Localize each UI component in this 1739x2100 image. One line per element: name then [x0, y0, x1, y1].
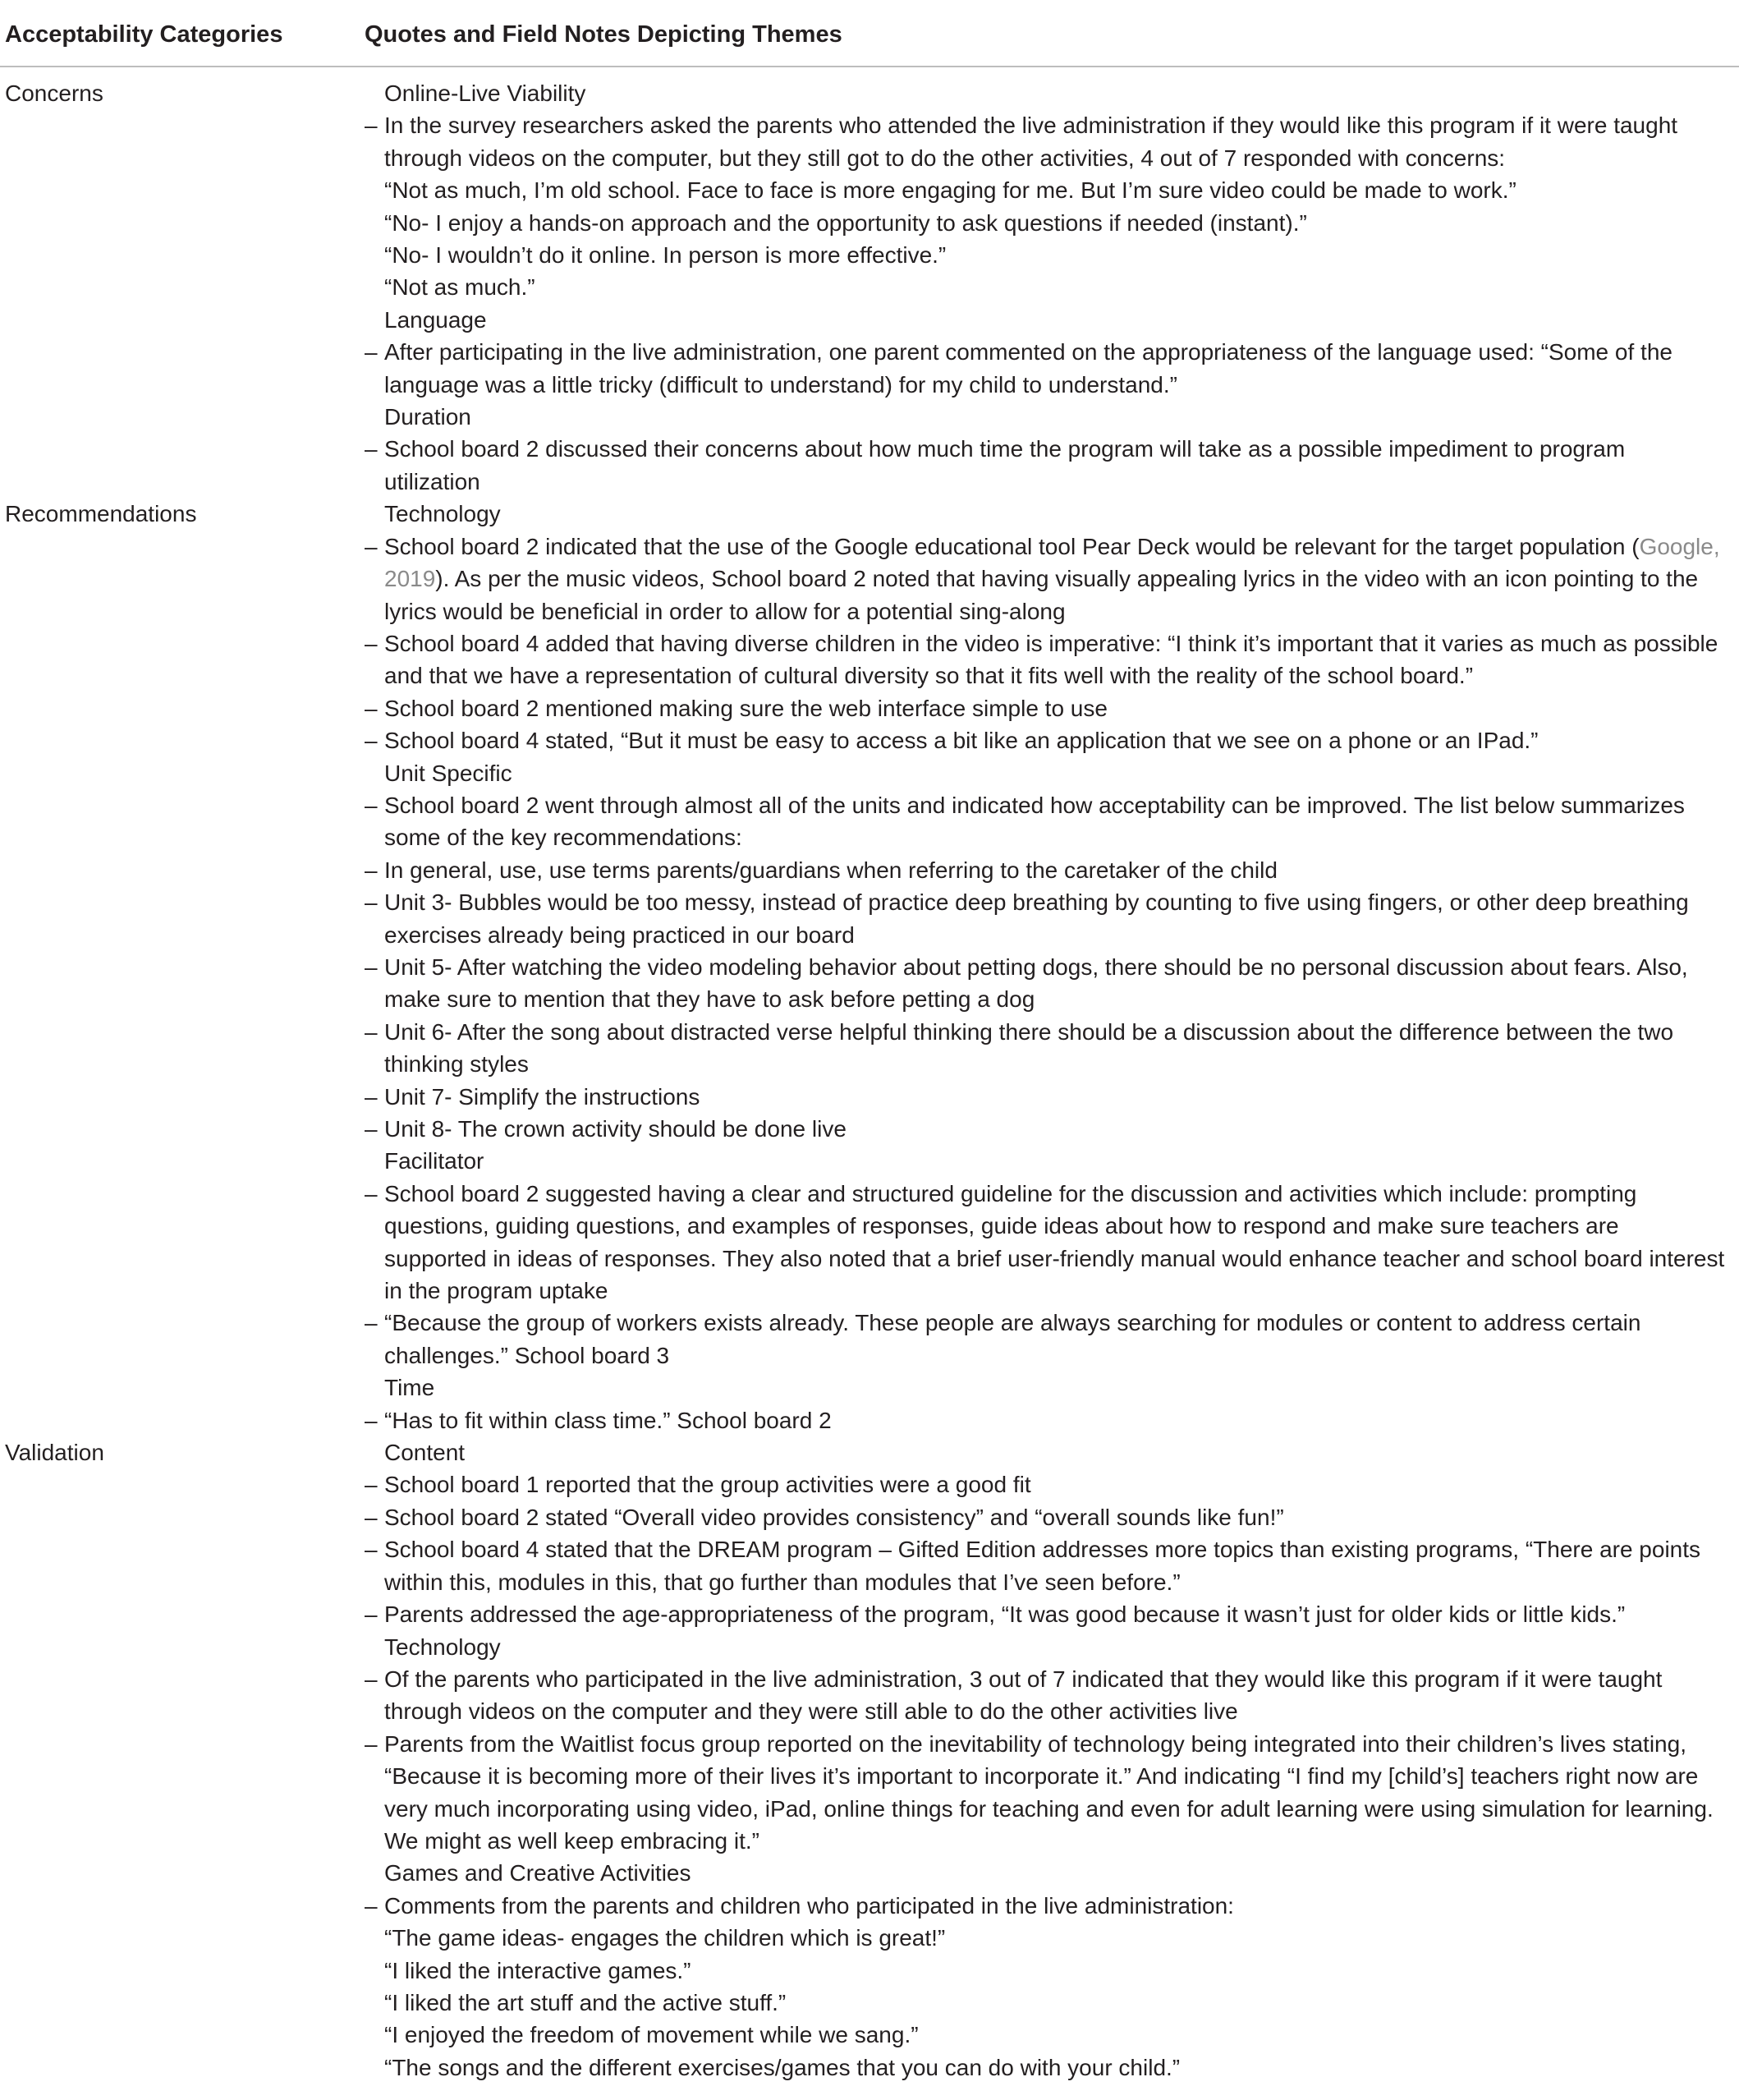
quote-line: “No- I enjoy a hands-on approach and the opportunity to ask questions if needed (instant).”	[384, 209, 1307, 236]
theme-subheading: Time	[384, 1375, 435, 1401]
theme-subheading: Technology	[384, 501, 501, 527]
table-header	[0, 0, 1739, 67]
bullet-item: – After participating in the live administration, one parent commented on the appropriateness of the language used: “Some of the	[365, 336, 1737, 368]
header-quotes-field-notes: Quotes and Field Notes Depicting Themes	[365, 21, 842, 48]
bullet-item: – School board 2 indicated that the use of the Google educational tool Pear Deck would be relevant for the target population (Google,	[365, 531, 1737, 563]
quote-line: “I liked the interactive games.”	[384, 1957, 691, 1983]
bullet-item: – School board 4 stated, “But it must be easy to access a bit like an application that we see on a phone or an IPad.”	[365, 724, 1737, 756]
bullet-item: – School board 2 suggested having a clear and structured guideline for the discussion and activities which include: prompting	[365, 1178, 1737, 1210]
quotes-cell	[365, 77, 1737, 498]
bullet-item: – Unit 8- The crown activity should be done live	[365, 1113, 1737, 1145]
bullet-item: – Comments from the parents and children who participated in the live administration:	[365, 1890, 1737, 1922]
theme-subheading: Technology	[384, 1634, 501, 1660]
quote-line: “I enjoyed the freedom of movement while we sang.”	[384, 2022, 919, 2048]
header-acceptability-categories: Acceptability Categories	[5, 21, 283, 48]
bullet-continuation: in the program uptake	[384, 1278, 608, 1304]
quote-line: “Not as much, I’m old school. Face to face is more engaging for me. But I’m sure video could be made to work.”	[384, 177, 1516, 204]
table-row	[0, 1436, 1739, 2084]
bullet-continuation: some of the key recommendations:	[384, 825, 742, 851]
bullet-item: – In the survey researchers asked the parents who attended the live administration if they would like this program if it were taught	[365, 109, 1737, 141]
bullet-item: – Parents addressed the age-appropriateness of the program, “It was good because it wasn’t just for older kids or little kids.”	[365, 1598, 1737, 1630]
bullet-item: – School board 2 went through almost all of the units and indicated how acceptability can be improved. The list below summarizes	[365, 789, 1737, 821]
table-row	[0, 77, 1739, 498]
bullet-continuation: within this, modules in this, that go further than modules that I’ve seen before.”	[384, 1569, 1181, 1595]
bullet-continuation: language was a little tricky (difficult to understand) for my child to understand.”	[384, 371, 1177, 397]
category-label: Recommendations	[5, 501, 197, 527]
bullet-continuation: and that we have a representation of cultural diversity so that it fits well with the reality of the school board.”	[384, 663, 1474, 689]
bullet-continuation: 2019). As per the music videos, School board 2 noted that having visually appealing lyrics in the video with an icon pointing to the	[384, 566, 1699, 592]
table-row	[0, 498, 1739, 1436]
bullet-item: – “Has to fit within class time.” School board 2	[365, 1404, 1737, 1436]
bullet-continuation: utilization	[384, 468, 480, 494]
citation-link[interactable]: Google,	[1639, 533, 1720, 559]
bullet-item: – School board 2 mentioned making sure the web interface simple to use	[365, 692, 1737, 724]
bullet-item: – School board 2 discussed their concerns about how much time the program will take as a possible impediment to program	[365, 433, 1737, 465]
quotes-cell	[365, 1436, 1737, 2084]
citation-link[interactable]: 2019	[384, 566, 436, 592]
bullet-item: – Unit 7- Simplify the instructions	[365, 1081, 1737, 1113]
category-label: Concerns	[5, 80, 103, 106]
bullet-item: – School board 4 added that having diverse children in the video is imperative: “I think it’s important that it varies as much as possible	[365, 627, 1737, 659]
bullet-continuation: lyrics would be beneficial in order to allow for a potential sing-along	[384, 598, 1066, 624]
bullet-continuation: through videos on the computer and they were still able to do the other activities live	[384, 1698, 1238, 1725]
bullet-continuation: “Because it is becoming more of their lives it’s important to incorporate it.” And indicating “I find my [child’s] teachers right now are	[384, 1763, 1699, 1790]
theme-subheading: Content	[384, 1440, 466, 1466]
bullet-item: – School board 2 stated “Overall video provides consistency” and “overall sounds like fun!”	[365, 1501, 1737, 1533]
theme-subheading: Online-Live Viability	[384, 80, 586, 106]
quote-line: “No- I wouldn’t do it online. In person is more effective.”	[384, 242, 947, 269]
quotes-cell	[365, 498, 1737, 1436]
bullet-continuation: make sure to mention that they have to ask before petting a dog	[384, 986, 1035, 1013]
bullet-item: – Unit 6- After the song about distracted verse helpful thinking there should be a discussion about the difference between the two	[365, 1016, 1737, 1048]
bullet-item: – Of the parents who participated in the live administration, 3 out of 7 indicated that they would like this program if it were taught	[365, 1663, 1737, 1695]
bullet-item: – “Because the group of workers exists already. These people are always searching for modules or content to address certain	[365, 1307, 1737, 1339]
bullet-item: – School board 4 stated that the DREAM program – Gifted Edition addresses more topics than existing programs, “There are points	[365, 1533, 1737, 1565]
bullet-continuation: challenges.” School board 3	[384, 1342, 670, 1368]
table-body	[0, 67, 1739, 2084]
theme-subheading: Language	[384, 306, 487, 333]
bullet-continuation: We might as well keep embracing it.”	[384, 1827, 759, 1854]
quote-line: “I liked the art stuff and the active stuff.”	[384, 1989, 787, 2015]
category-label: Validation	[5, 1440, 104, 1466]
theme-subheading: Duration	[384, 404, 471, 430]
bullet-continuation: exercises already being practiced in our board	[384, 921, 855, 948]
bullet-continuation: very much incorporating using video, iPad, online things for teaching and even for adult learning were using simulation for learning.	[384, 1795, 1714, 1822]
bullet-continuation: thinking styles	[384, 1051, 529, 1078]
bullet-item: – In general, use, use terms parents/guardians when referring to the caretaker of the child	[365, 854, 1737, 886]
bullet-item: – Parents from the Waitlist focus group reported on the inevitability of technology being integrated into their children’s lives stating,	[365, 1728, 1737, 1760]
bullet-continuation: supported in ideas of responses. They also noted that a brief user-friendly manual would enhance teacher and school board interest	[384, 1245, 1725, 1271]
bullet-item: – School board 1 reported that the group activities were a good fit	[365, 1468, 1737, 1500]
theme-subheading: Unit Specific	[384, 760, 512, 786]
theme-subheading: Facilitator	[384, 1148, 484, 1174]
bullet-item: – Unit 5- After watching the video modeling behavior about petting dogs, there should be no personal discussion about fears. Also,	[365, 951, 1737, 983]
quote-line: “The game ideas- engages the children which is great!”	[384, 1925, 946, 1951]
bullet-item: – Unit 3- Bubbles would be too messy, instead of practice deep breathing by counting to five using fingers, or other deep breathing	[365, 886, 1737, 918]
bullet-continuation: questions, guiding questions, and examples of responses, guide ideas about how to respond and make sure teachers are	[384, 1213, 1619, 1239]
bullet-continuation: through videos on the computer, but they still got to do the other activities, 4 out of 7 responded with concerns:	[384, 145, 1506, 171]
quote-line: “The songs and the different exercises/games that you can do with your child.”	[384, 2054, 1181, 2080]
theme-subheading: Games and Creative Activities	[384, 1860, 691, 1886]
quote-line: “Not as much.”	[384, 274, 535, 301]
